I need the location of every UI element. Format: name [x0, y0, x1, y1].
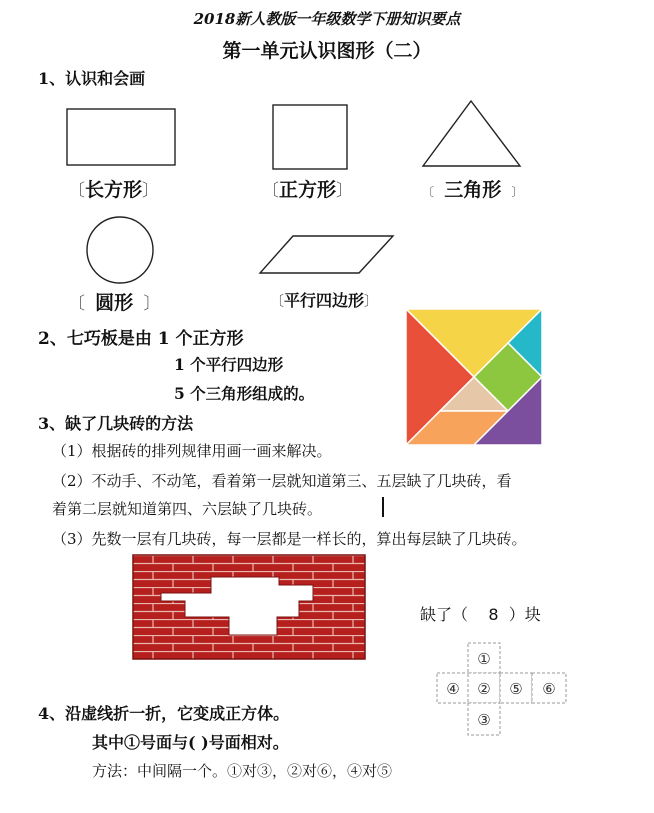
rectangle-shape — [66, 108, 178, 166]
cube-face-2: ② — [477, 680, 491, 698]
rectangle-label: 〔长方形〕 — [68, 179, 160, 201]
section3-paragraph1: （1）根据砖的排列规律用画一画来解决。 — [52, 442, 332, 460]
parallelogram-label: 〔平行四边形〕 — [270, 291, 379, 310]
tangram-image — [406, 309, 542, 445]
section4-question: 其中①号面与( )号面相对。 — [92, 733, 289, 752]
square-label: 〔正方形〕 — [262, 179, 354, 201]
section2-line2: 1 个平行四边形 — [174, 355, 284, 374]
square-shape — [272, 104, 350, 172]
section2-line1: 2、七巧板是由 1 个正方形 — [38, 329, 244, 349]
triangle-label: 〔 三角形 〕 — [422, 179, 524, 201]
brick-wall-image — [133, 555, 365, 659]
section3-paragraph3: （3）先数一层有几块砖，每一层都是一样长的，算出每层缺了几块砖。 — [52, 530, 527, 548]
text-cursor — [382, 497, 384, 517]
parallelogram-shape — [259, 235, 395, 275]
cube-face-3: ③ — [477, 711, 491, 729]
cube-face-4: ④ — [446, 680, 460, 698]
section1-heading: 1、认识和会画 — [38, 69, 146, 88]
section2-line3: 5 个三角形组成的。 — [174, 384, 315, 403]
section3-heading: 3、缺了几块砖的方法 — [38, 414, 194, 433]
unit-title: 第一单元认识图形（二） — [222, 40, 432, 62]
cube-net-diagram — [436, 642, 572, 738]
section3-paragraph2b: 着第二层就知道第四、六层缺了几块砖。 — [52, 500, 323, 518]
section3-paragraph2a: （2）不动手、不动笔，看着第一层就知道第三、五层缺了几块砖，看 — [52, 472, 512, 490]
section4-heading: 4、沿虚线折一折，它变成正方体。 — [38, 704, 290, 723]
document-header: 2018新人教版一年级数学下册知识要点 — [193, 10, 461, 28]
circle-shape — [86, 216, 156, 286]
cube-face-6: ⑥ — [542, 680, 556, 698]
section4-method: 方法：中间隔一个。①对③，②对⑥，④对⑤ — [92, 762, 393, 780]
missing-bricks-answer: 缺了（ 8 ）块 — [420, 605, 541, 624]
cube-face-5: ⑤ — [509, 680, 523, 698]
circle-label: 〔 圆形 〕 — [68, 292, 161, 314]
cube-face-1: ① — [477, 650, 491, 668]
triangle-shape — [422, 100, 522, 168]
